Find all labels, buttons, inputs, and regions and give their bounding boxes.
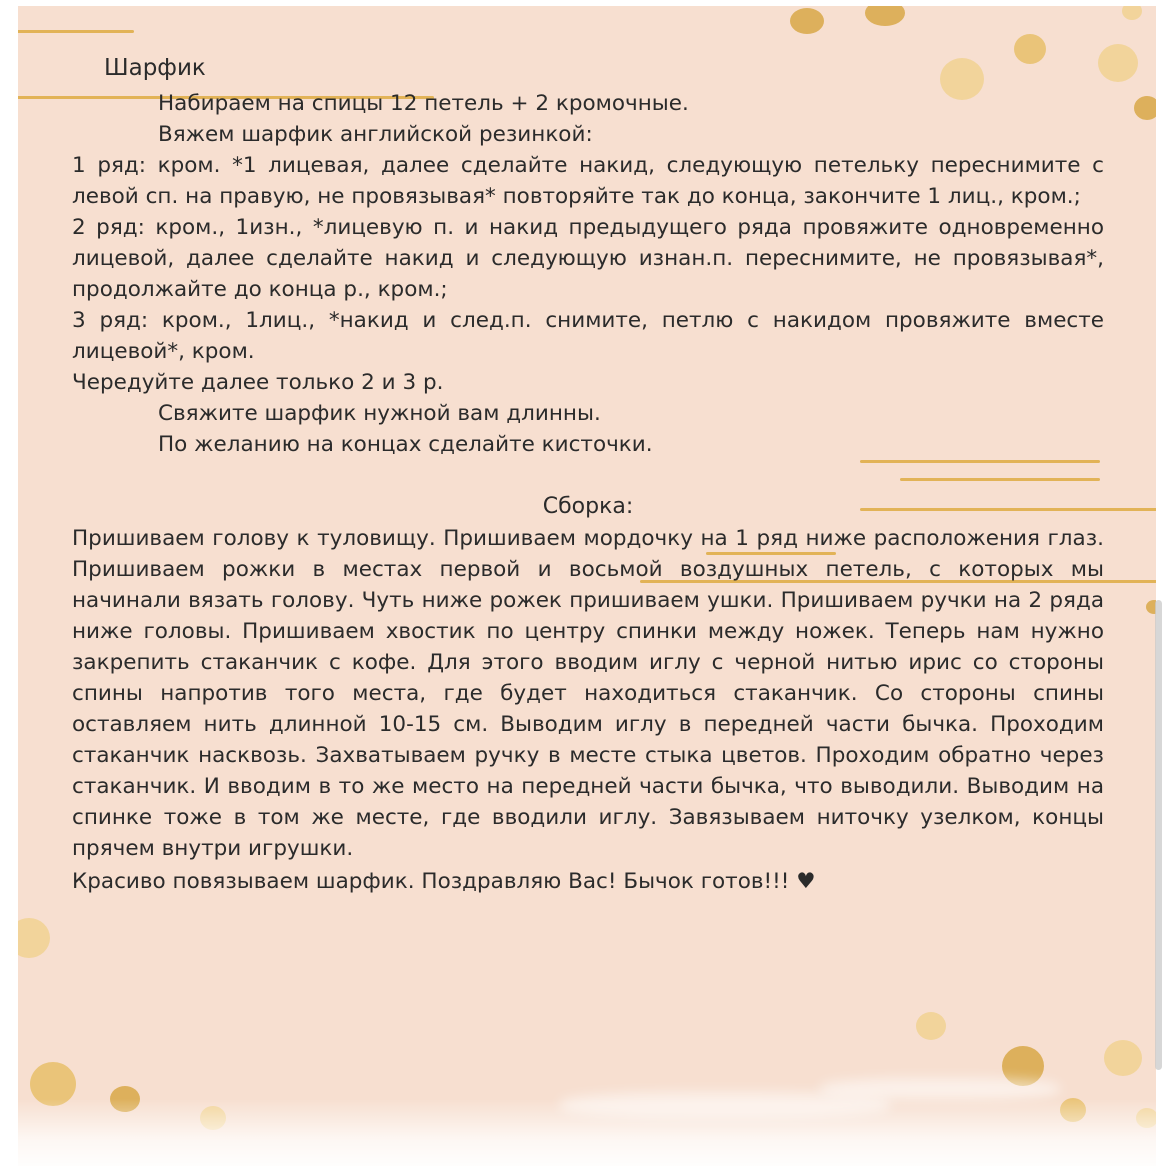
- confetti-dot: [1136, 1108, 1158, 1128]
- page-title: Шарфик: [104, 55, 206, 81]
- scarf-line-2: Вяжем шарфик английской резинкой:: [158, 122, 593, 148]
- page-smudge: [820, 1078, 1060, 1100]
- decor-rule-top-left: [14, 30, 134, 33]
- assembly-title: Сборка:: [542, 493, 634, 519]
- alternate-rows-line: Чередуйте далее только 2 и 3 р.: [72, 369, 444, 395]
- scrollbar-thumb[interactable]: [1155, 600, 1162, 1070]
- scarf-line-1: Набираем на спицы 12 петель + 2 кромочные.: [158, 91, 689, 117]
- confetti-dot: [30, 1062, 76, 1106]
- assembly-text: Пришиваем голову к туловищу. Пришиваем мордочку на 1 ряд ниже расположения глаз. Пришиваем рожки в местах первой и восьмой воздушных петель, с которых мы начинали вязать голову. Чуть ниже рожек пришиваем ушки. Пришиваем ручки на 2 ряда ниже головы. Пришиваем хвостик по центру спинки между ножек. Теперь нам нужно закрепить стаканчик с кофе. Для этого вводим иглу с черной нитью ирис со стороны спины напротив того места, где будет находиться стаканчик. Со стороны спины оставляем нить длинной 10-15 см. Выводим иглу в передней части бычка. Проходим стаканчик насквозь. Захватываем ручку в месте стыка цветов. Проходим обратно через стаканчик. И вводим в то же место на передней части бычка, что выводили. Выводим на спинке тоже в том же месте, где вводили иглу. Завязываем ниточку узелком, концы прячем внутри игрушки.: [72, 526, 1104, 861]
- confetti-dot: [110, 1086, 140, 1112]
- final-line: Красиво повязываем шарфик. Поздравляю Вас! Бычок готов!!! ♥: [72, 868, 816, 894]
- closing-line-2: По желанию на концах сделайте кисточки.: [158, 431, 653, 457]
- confetti-dot: [1098, 44, 1138, 82]
- confetti-dot: [1104, 1040, 1142, 1076]
- confetti-dot: [200, 1106, 226, 1130]
- confetti-dot: [790, 8, 824, 34]
- closing-line-1: Свяжите шарфик нужной вам длинны.: [158, 400, 601, 426]
- confetti-dot: [1060, 1098, 1086, 1122]
- row-3: 3 ряд: кром., 1лиц., *накид и след.п. снимите, петлю с накидом провяжите вместе лицевой*, кром.: [72, 307, 1104, 364]
- row-2: 2 ряд: кром., 1изн., *лицевую п. и накид предыдущего ряда провяжите одновременно лицевой, далее сделайте накид и следующую изнан.п. переснимите, не провязывая*, продолжайте до конца р., кром.;: [72, 214, 1104, 302]
- page-edge-left: [0, 0, 18, 1166]
- confetti-dot: [916, 1012, 946, 1040]
- page-edge-top: [0, 0, 1166, 6]
- document-body: [72, 52, 1104, 919]
- row-1: 1 ряд: кром. *1 лицевая, далее сделайте накид, следующую петельку переснимите с левой сп. на правую, не провязывая* повторяйте так до конца, закончите 1 лиц., кром.;: [72, 153, 1104, 209]
